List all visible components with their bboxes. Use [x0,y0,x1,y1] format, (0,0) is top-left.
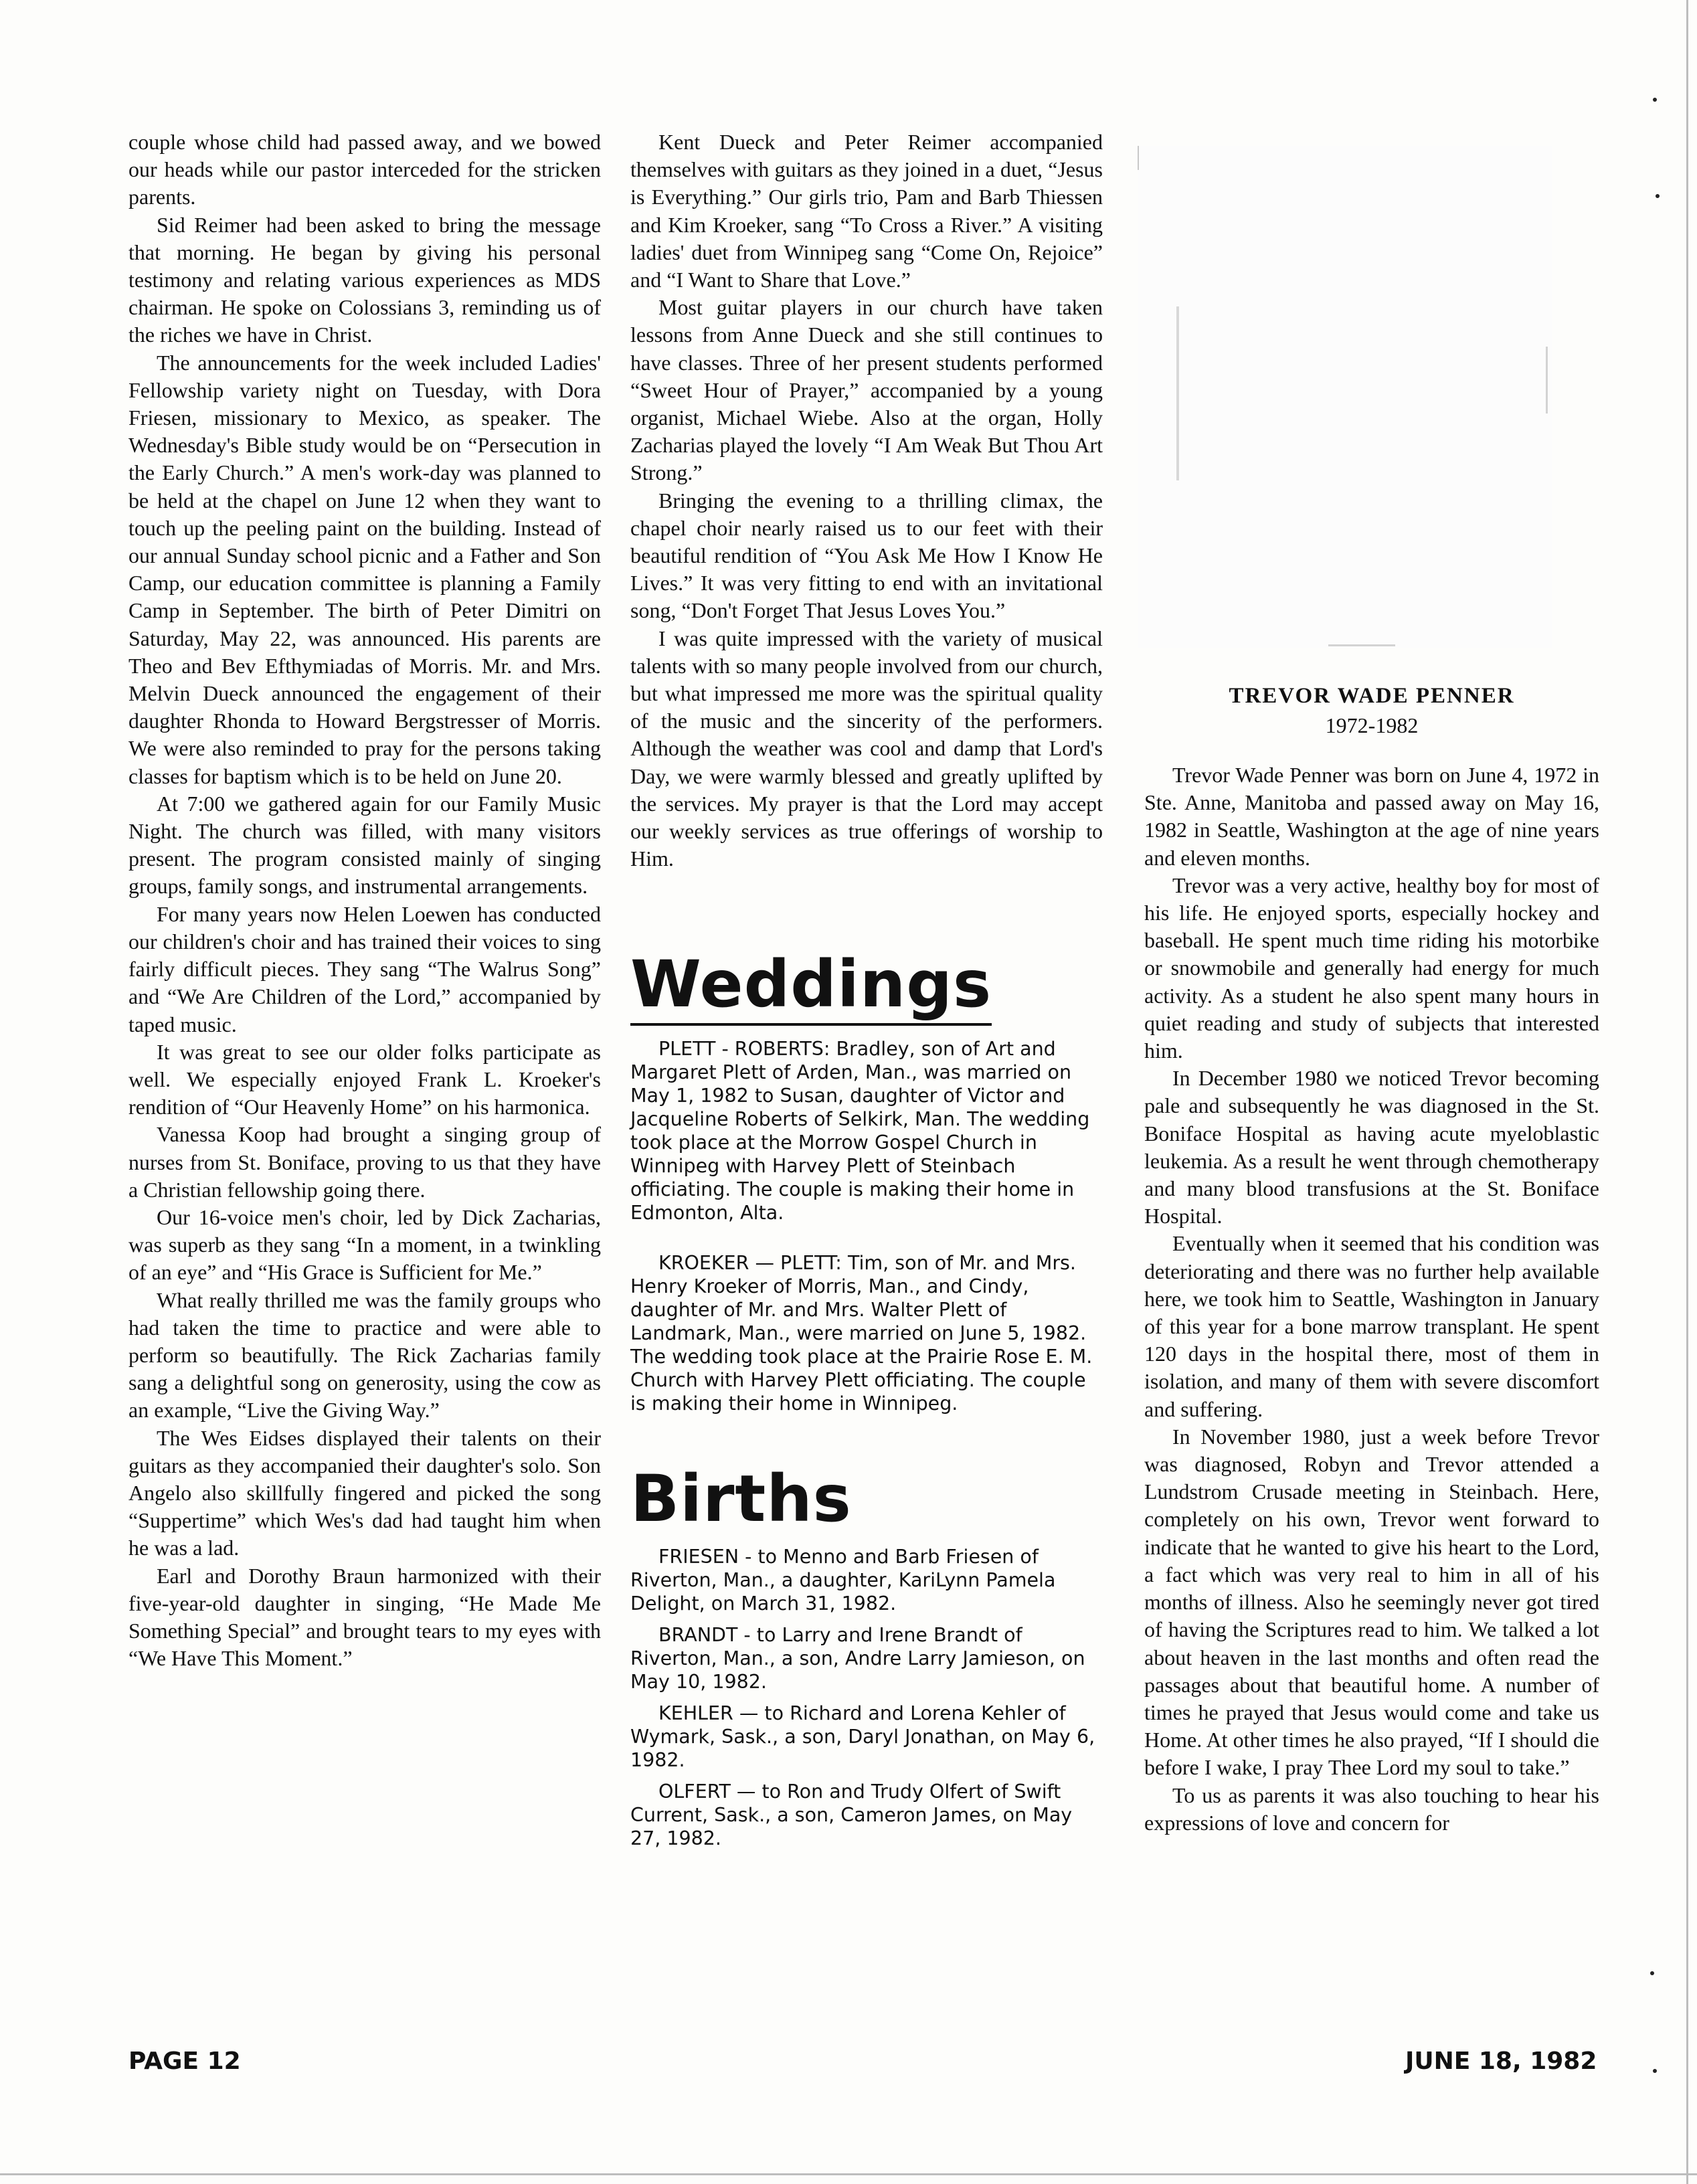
scan-speck [1653,98,1657,102]
photo-edge-left [1138,146,1139,170]
obituary-photo [1138,146,1552,648]
obituary-years: 1972-1982 [1325,713,1419,737]
birth-announcement: BRANDT - to Larry and Irene Brandt of Riverton, Man., a son, Andre Larry Jamieson, on May 10, 1982. [630,1624,1085,1694]
column-middle [630,128,1103,1850]
article-paragraph: The Wes Eidses displayed their talents on their guitars as they accompanied their daughter's solo. Son Angelo also skillfully fingered and picked the song “Suppertime” which Wes's dad had taught him when he was a lad. [128,1425,601,1560]
scan-speck [1650,1971,1654,1975]
article-paragraph: Sid Reimer had been asked to bring the message that morning. He began by giving his personal testimony and relating various experiences as MDS chairman. He spoke on Colossians 3, reminding us of the riches we have in Christ. [128,212,601,347]
birth-announcement: OLFERT — to Ron and Trudy Olfert of Swift Current, Sask., a son, Cameron James, on May 27, 1982. [630,1781,1073,1850]
weddings-heading [630,947,1103,1021]
birth-announcement: KEHLER — to Richard and Lorena Kehler of Wymark, Sask., a son, Daryl Jonathan, on May 6, 1982. [630,1702,1095,1772]
births-heading [630,1462,1103,1536]
photo-edge-left-curve [1176,306,1179,480]
article-paragraph: Earl and Dorothy Braun harmonized with their five-year-old daughter in singing, “He Made Me Something Special” and brought tears to my eyes with “We Have This Moment.” [128,1563,601,1671]
article-paragraph: Kent Dueck and Peter Reimer accompanied themselves with guitars as they joined in a duet, “Jesus is Everything.” Our girls trio, Pam and Barb Thiessen and Kim Kroeker, sang “To Cross a River.” A visiting ladies' duet from Winnipeg sang “Come On, Rejoice” and “I Want to Share that Love.” [630,130,1103,292]
wedding-announcement: PLETT - ROBERTS: Bradley, son of Art and Margaret Plett of Arden, Man., was married on May 1, 1982 to Susan, daughter of Victor and Jacqueline Roberts of Selkirk, Man. The wedding took place at the Morrow Gospel Church in Winnipeg with Harvey Plett of Steinbach officiating. The couple is making their home in Edmonton, Alta. [630,1038,1090,1224]
article-paragraph: The announcements for the week included Ladies' Fellowship variety night on Tuesday, with Dora Friesen, missionary to Mexico, as speaker. The Wednesday's Bible study would be on “Persecution in the Early Church.” A men's work-day was planned to be held at the chapel on June 12 when they want to touch up the peeling paint on the building. Instead of our annual Sunday school picnic and a Father and Son Camp, our education committee is planning a Family Camp in September. The birth of Peter Dimitri on Saturday, May 22, was announced. His parents are Theo and Bev Efthymiadas of Morris. Mr. and Mrs. Melvin Dueck announced the engagement of their daughter Rhonda to Howard Bergstresser of Morris. We were also reminded to pray for the persons taking classes for baptism which is to be held on June 20. [128,350,601,788]
scan-edge-bottom [0,2173,1697,2175]
article-paragraph: Most guitar players in our church have taken lessons from Anne Dueck and she still continues to have classes. Three of her present students performed “Sweet Hour of Prayer,” accompanied by a young organist, Michael Wiebe. Also at the organ, Holly Zacharias played the lovely “I Am Weak But Thou Art Strong.” [630,295,1103,485]
wedding-announcement: KROEKER — PLETT: Tim, son of Mr. and Mrs. Henry Kroeker of Morris, Man., and Cindy, daughter of Mr. and Mrs. Walter Plett of Landmark, Man., were married on June 5, 1982. The wedding took place at the Prairie Rose E. M. Church with Harvey Plett officiating. The couple is making their home in Winnipeg. [630,1252,1093,1415]
article-paragraph: Our 16-voice men's choir, led by Dick Zacharias, was superb as they sang “In a moment, in a twinkling of an eye” and “His Grace is Sufficient for Me.” [128,1204,601,1285]
article-paragraph: For many years now Helen Loewen has conducted our children's choir and has trained their voices to sing fairly difficult pieces. They sang “The Walrus Song” and “We Are Children of the Lord,” accompanied by taped music. [128,901,601,1036]
scan-edge-right [1686,0,1688,2184]
article-paragraph: Bringing the evening to a thrilling climax, the chapel choir nearly raised us to our feet with their beautiful rendition of “You Ask Me How I Know He Lives.” It was very fitting to end with an invitational song, “Don't Forget That Jesus Loves You.” [630,488,1103,623]
article-paragraph: What really thrilled me was the family groups who had taken the time to practice and were able to perform so beautifully. The Rick Zacharias family sang a delightful song on generosity, using the cow as an example, “Live the Giving Way.” [128,1287,601,1423]
obituary-name: TREVOR WADE PENNER [1229,684,1515,708]
column-left [128,128,601,1672]
column-right [1144,761,1599,1837]
page-number: PAGE 12 [128,2047,241,2075]
photo-edge-bottom [1328,644,1395,646]
article-paragraph: Vanessa Koop had brought a singing group of nurses from St. Boniface, proving to us that they have a Christian fellowship going there. [128,1122,601,1202]
article-paragraph: It was great to see our older folks participate as well. We especially enjoyed Frank L. Kroeker's rendition of “Our Heavenly Home” on his harmonica. [128,1039,601,1119]
obituary-paragraph: Eventually when it seemed that his condition was deteriorating and there was no further help available here, we took him to Seattle, Washington in January of this year for a bone marrow transplant. He spent 120 days in the hospital there, most of them in isolation, and many of them with severe discomfort and suffering. [1144,1231,1599,1421]
photo-edge-right [1546,347,1548,414]
scan-speck [1656,194,1660,198]
obituary-paragraph: To us as parents it was also touching to hear his expressions of love and concern for [1144,1783,1599,1835]
obituary-paragraph: Trevor was a very active, healthy boy for most of his life. He enjoyed sports, especially hockey and baseball. He spent much time riding his motorbike or snowmobile and generally had energy for much activity. As a student he also spent many hours in quiet reading and study of subjects that interested him. [1144,873,1599,1063]
births-heading-text: Births [630,1461,852,1537]
obituary-paragraph: In December 1980 we noticed Trevor becoming pale and subsequently he was diagnosed in the St. Boniface Hospital as having acute myeloblastic leukemia. As a result he went through chemotherapy and many blood transfusions at the St. Boniface Hospital. [1144,1066,1599,1228]
scan-speck [1653,2069,1657,2073]
obituary-paragraph: Trevor Wade Penner was born on June 4, 1972 in Ste. Anne, Manitoba and passed away on May 16, 1982 in Seattle, Washington at the age of nine years and eleven months. [1144,763,1599,870]
issue-date: JUNE 18, 1982 [1405,2047,1597,2075]
weddings-heading-text: Weddings [630,947,992,1026]
obituary-paragraph: In November 1980, just a week before Trevor was diagnosed, Robyn and Trevor attended a Lundstrom Crusade meeting in Steinbach. Here, completely on his own, Trevor went forward to indicate that he wanted to give his heart to the Lord, a fact which was very real to him in all of his months of illness. Also he seemingly never got tired of having the Scriptures read to him. We talked a lot about heaven in the last months and often read the passages about that beautiful home. A number of times he prayed that Jesus would come and take us Home. At other times he also prayed, “If I should die before I wake, I pray Thee Lord my soul to take.” [1144,1424,1599,1780]
birth-announcement: FRIESEN - to Menno and Barb Friesen of Riverton, Man., a daughter, KariLynn Pamela Delight, on March 31, 1982. [630,1546,1056,1615]
article-paragraph: I was quite impressed with the variety of musical talents with so many people involved from our church, but what impressed me more was the spiritual quality of the music and the sincerity of the performers. Although the weather was cool and damp that Lord's Day, we were warmly blessed and greatly uplifted by the services. My prayer is that the Lord may accept our weekly services as true offerings of worship to Him. [630,626,1103,871]
article-paragraph: couple whose child had passed away, and we bowed our heads while our pastor interceded for the stricken parents. [128,130,601,209]
article-paragraph: At 7:00 we gathered again for our Family Music Night. The church was filled, with many visitors present. The program consisted mainly of singing groups, family songs, and instrumental arrangements. [128,791,601,899]
